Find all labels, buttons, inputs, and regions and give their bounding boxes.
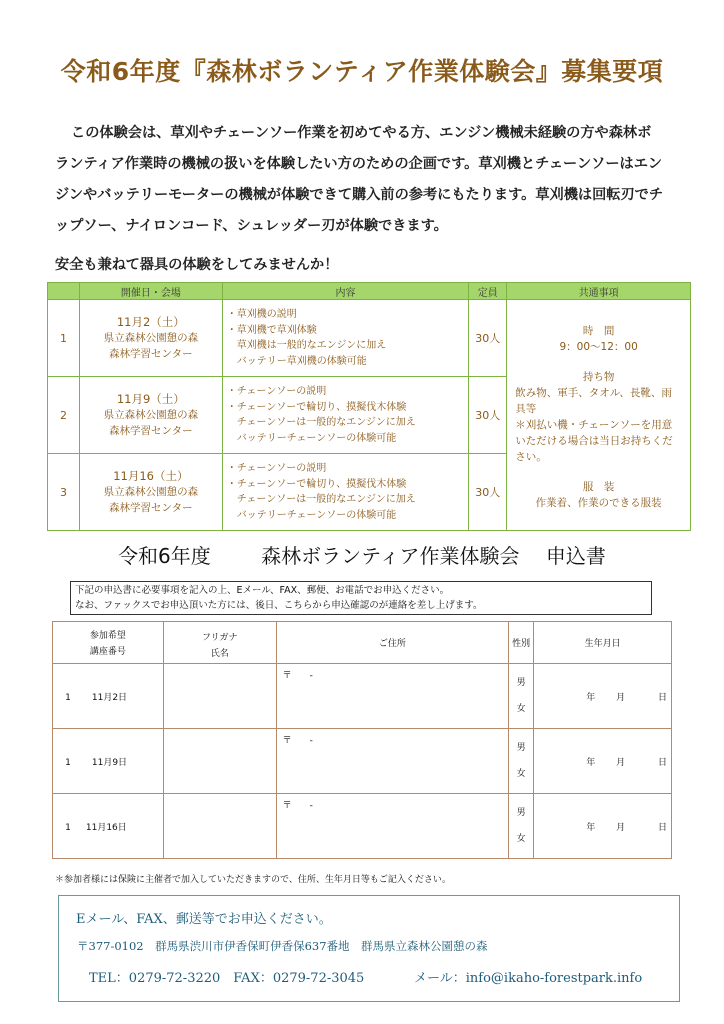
schedule-content <box>222 300 469 377</box>
content-line: 草刈機は一般的なエンジンに加え <box>236 340 387 351</box>
course-no: 1 <box>65 692 71 703</box>
form-header-furigana: フリガナ <box>201 633 238 643</box>
course-no: 1 <box>65 822 71 833</box>
contact-address: 〒377-0102 群馬県渋川市伊香保町伊香保637番地 群馬県立森林公園憩の森 <box>77 939 488 953</box>
form-birth-cell[interactable] <box>534 794 672 859</box>
schedule-date: 11月16（土） <box>113 469 189 483</box>
instruction-line: なお、ファックスでお申込頂いた方には、後日、こちらから申込確認のが連絡を差し上げます。 <box>75 600 483 611</box>
schedule-header-common: 共通事項 <box>507 283 691 300</box>
schedule-content <box>222 377 469 454</box>
form-header-sex: 性別 <box>509 622 534 664</box>
birth-month: 月 <box>616 822 626 833</box>
schedule-date: 11月9（土） <box>116 392 185 406</box>
birth-month: 月 <box>616 757 626 768</box>
schedule-date-venue <box>79 454 222 531</box>
form-name-cell[interactable] <box>163 729 276 794</box>
birth-day: 日 <box>657 757 667 768</box>
postal-mark: 〒 - <box>282 736 313 746</box>
sex-male[interactable]: 男 <box>516 743 526 753</box>
contact-tel-fax: TEL：0279-72-3220 FAX：0279-72-3045 <box>89 971 365 986</box>
contact-instruction: Eメール、FAX、郵送等でお申込ください。 <box>76 912 332 927</box>
form-name-cell[interactable] <box>163 794 276 859</box>
contact-phone-line <box>89 967 669 986</box>
schedule-date-venue <box>79 300 222 377</box>
content-line: ・チェーンソーで輪切り、摸擬伐木体験 <box>226 478 407 490</box>
postal-mark: 〒 - <box>282 671 313 681</box>
schedule-venue: 県立森林公園憩の森 <box>103 486 199 498</box>
form-sex-cell[interactable] <box>509 664 534 729</box>
application-title <box>0 540 724 569</box>
schedule-date-venue <box>79 377 222 454</box>
bring-note: ＊刈払い機・チェーンソーを用意いただける場合は当日お持ちください。 <box>515 419 673 463</box>
application-title-form: 申込書 <box>545 544 606 568</box>
content-line: ・チェーンソーの説明 <box>226 463 327 474</box>
schedule-capacity: 30人 <box>469 377 507 454</box>
form-birth-cell[interactable] <box>534 664 672 729</box>
content-line: ・草刈機で草刈体験 <box>226 324 317 336</box>
schedule-capacity: 30人 <box>469 300 507 377</box>
form-row <box>53 664 672 729</box>
birth-year: 年 <box>586 822 596 833</box>
course-date: 11月2日 <box>91 692 128 703</box>
dress-heading: 服 装 <box>582 481 615 493</box>
time-value: 9：00～12：00 <box>559 341 638 353</box>
schedule-venue-sub: 森林学習センター <box>109 348 193 360</box>
form-sex-cell[interactable] <box>509 729 534 794</box>
content-line: ・チェーンソーの説明 <box>226 386 327 397</box>
bring-value: 飲み物、軍手、タオル、長靴、雨具等 <box>515 387 672 415</box>
contact-box <box>58 895 680 1002</box>
form-header-birth: 生年月日 <box>534 622 672 664</box>
schedule-no: 2 <box>48 377 80 454</box>
postal-mark: 〒 - <box>282 801 313 811</box>
instruction-line: 下記の申込書に必要事項を記入の上、Eメール、FAX、郵便、お電話でお申込ください。 <box>75 585 450 596</box>
schedule-header-row <box>48 283 691 300</box>
birth-year: 年 <box>586 692 596 703</box>
birth-year: 年 <box>586 757 596 768</box>
form-address-cell[interactable] <box>276 664 509 729</box>
content-line: チェーンソーは一般的なエンジンに加え <box>236 417 416 428</box>
schedule-content <box>222 454 469 531</box>
form-row <box>53 729 672 794</box>
form-course-cell[interactable] <box>53 664 164 729</box>
content-line: バッテリーチェーンソーの体験可能 <box>236 509 397 521</box>
form-course-cell[interactable] <box>53 729 164 794</box>
birth-month: 月 <box>616 692 626 703</box>
form-address-cell[interactable] <box>276 794 509 859</box>
content-line: ・草刈機の説明 <box>226 309 297 320</box>
schedule-no: 3 <box>48 454 80 531</box>
form-header-course-line2: 講座番号 <box>89 647 126 657</box>
schedule-header-no <box>48 283 80 300</box>
birth-day: 日 <box>657 692 667 703</box>
course-date: 11月9日 <box>91 757 128 768</box>
form-address-cell[interactable] <box>276 729 509 794</box>
dress-value: 作業着、作業のできる服装 <box>535 497 662 509</box>
schedule-no: 1 <box>48 300 80 377</box>
time-heading: 時 間 <box>582 325 615 337</box>
schedule-table <box>47 282 691 531</box>
content-line: バッテリー草刈機の体験可能 <box>236 355 367 367</box>
insurance-footnote: ＊参加者様には保険に主催者で加入していただきますので、住所、生年月日等もご記入ください。 <box>55 875 451 885</box>
page-title: 令和6年度『森林ボランティア作業体験会』募集要項 <box>60 57 664 86</box>
form-row <box>53 794 672 859</box>
form-header-fullname: 氏名 <box>210 649 229 659</box>
schedule-venue-sub: 森林学習センター <box>109 502 193 514</box>
schedule-capacity: 30人 <box>469 454 507 531</box>
schedule-date: 11月2（土） <box>116 315 185 329</box>
schedule-venue: 県立森林公園憩の森 <box>103 332 199 344</box>
content-line: バッテリーチェーンソーの体験可能 <box>236 432 397 444</box>
intro-call-to-action: 安全も兼ねて器具の体験をしてみませんか！ <box>55 257 339 273</box>
content-line: チェーンソーは一般的なエンジンに加え <box>236 494 416 505</box>
schedule-venue-sub: 森林学習センター <box>109 425 193 437</box>
form-header-course-line1: 参加希望 <box>89 631 126 641</box>
application-title-event: 森林ボランティア作業体験会 <box>261 544 520 568</box>
sex-female[interactable]: 女 <box>516 704 526 714</box>
application-instructions <box>70 581 652 615</box>
form-birth-cell[interactable] <box>534 729 672 794</box>
sex-female[interactable]: 女 <box>516 769 526 779</box>
birth-day: 日 <box>657 822 667 833</box>
application-title-year: 令和6年度 <box>118 544 211 568</box>
course-no: 1 <box>65 757 71 768</box>
schedule-header-content: 内容 <box>222 283 469 300</box>
form-name-cell[interactable] <box>163 664 276 729</box>
course-date: 11月16日 <box>85 822 127 833</box>
application-form-table <box>52 621 672 859</box>
schedule-row <box>48 300 691 377</box>
intro-paragraph: この体験会は、草刈やチェーンソー作業を初めてやる方、エンジン機械未経験の方や森林ボランティア作業時の機械の扱いを体験したい方のための企画です。草刈機とチェーンソーはエンジンやバッテリーモーターの機械が体験できて購入前の参考にもたります。草刈機は回転刃でチップソー、ナイロンコード、シュレッダー刃が体験できます。 <box>55 125 664 234</box>
form-sex-cell[interactable] <box>509 794 534 859</box>
sex-male[interactable]: 男 <box>516 678 526 688</box>
form-header-course <box>53 622 164 664</box>
form-header-name <box>163 622 276 664</box>
sex-female[interactable]: 女 <box>516 834 526 844</box>
intro-text <box>55 118 665 281</box>
form-header-address: ご住所 <box>276 622 509 664</box>
schedule-venue: 県立森林公園憩の森 <box>103 409 199 421</box>
schedule-common-info <box>507 300 691 531</box>
form-course-cell[interactable] <box>53 794 164 859</box>
content-line: ・チェーンソーで輪切り、摸擬伐木体験 <box>226 401 407 413</box>
bring-heading: 持ち物 <box>582 371 615 383</box>
sex-male[interactable]: 男 <box>516 808 526 818</box>
schedule-header-date: 開催日・会場 <box>79 283 222 300</box>
form-header-row <box>53 622 672 664</box>
contact-email[interactable]: メール：info@ikaho-forestpark.info <box>414 971 643 986</box>
schedule-header-capacity: 定員 <box>469 283 507 300</box>
